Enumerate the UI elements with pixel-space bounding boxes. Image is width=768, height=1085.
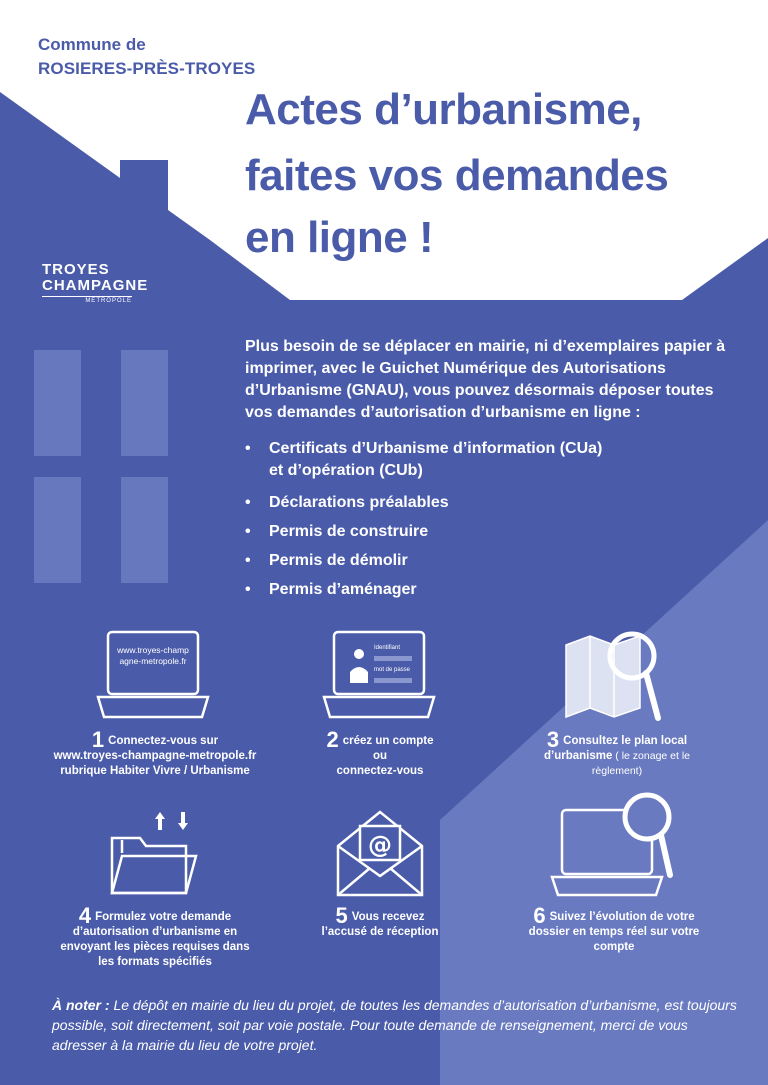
list-item — [245, 521, 725, 543]
step-4 — [50, 903, 260, 970]
page-title-line-1: Actes d’urbanisme, — [245, 85, 642, 134]
step-text: www.troyes-champagne-metropole.fr — [53, 750, 257, 762]
step-5 — [300, 903, 460, 940]
commune-name: ROSIERES-PRÈS-TROYES — [38, 59, 256, 78]
page-title-line-2: faites vos demandes — [245, 151, 669, 200]
step-1 — [40, 727, 270, 779]
commune-label: Commune de — [38, 35, 146, 54]
step-text: l’accusé de réception — [321, 926, 439, 938]
step-text: Suivez l’évolution de votre — [549, 911, 695, 923]
step-text: rubrique — [60, 765, 111, 777]
step-text: d’autorisation d’urbanisme en — [72, 926, 238, 938]
list-item-text: Certificats d’Urbanisme d’information (CUa) — [269, 440, 603, 457]
login-field-1 — [374, 656, 412, 661]
logo-line-1: TROYES — [42, 261, 110, 278]
step-number: 1 — [91, 727, 105, 752]
step-text: d’urbanisme — [543, 750, 613, 762]
list-item-text: Permis de construire — [269, 523, 429, 540]
page-title-line-3: en ligne ! — [245, 213, 434, 262]
step-number: 2 — [326, 727, 339, 752]
login-label-password: mot de passe — [374, 667, 411, 673]
step-text: règlement) — [591, 765, 643, 777]
list-item-text: Permis de démolir — [269, 552, 408, 569]
list-item — [245, 579, 725, 601]
window-bottom-right — [121, 477, 168, 583]
step-text: les formats spécifiés — [98, 956, 212, 968]
laptop-screen-url: www.troyes-champagne-metropole.fr — [117, 645, 189, 666]
step-text: Connectez-vous sur — [108, 735, 219, 747]
step-2 — [300, 727, 460, 779]
step-text: ou — [372, 750, 388, 762]
footer-note — [52, 995, 742, 1055]
list-item-text: Déclarations préalables — [269, 494, 449, 511]
note-label: À noter : — [52, 997, 110, 1013]
note-text: Le dépôt en mairie du lieu du projet, de toutes les demandes d’autorisation d’urbanisme, est toujours possible, soit directement, soit par voie postale. Pour toute demande de renseignement, merci de vous adresser à la mairie du lieu de votre projet. — [52, 997, 737, 1053]
window-top-right — [121, 350, 168, 456]
list-item-text: et d’opération (CUb) — [269, 462, 423, 479]
step-text: créez un compte — [342, 735, 434, 747]
at-sign-icon: @ — [368, 831, 392, 859]
step-6 — [514, 903, 714, 955]
request-types-list — [245, 438, 725, 608]
intro-paragraph: Plus besoin de se déplacer en mairie, ni d’exemplaires papier à imprimer, avec le Guichet Numérique des Autorisations d’Urbanisme (GNAU), vous pouvez désormais déposer toutes vos demandes d’autorisation d’urbanisme en ligne : — [245, 338, 726, 421]
step-text: envoyant les pièces requises dans — [60, 941, 250, 953]
list-item — [245, 550, 725, 572]
list-item — [245, 492, 725, 514]
step-3 — [522, 727, 712, 779]
step-text: Vous recevez — [351, 911, 425, 923]
window-bottom-left — [34, 477, 81, 583]
window-top-left — [34, 350, 81, 456]
login-field-2 — [374, 678, 412, 683]
step-text: Consultez le plan local — [563, 735, 688, 747]
logo-line-2: CHAMPAGNE — [42, 277, 149, 294]
step-number: 3 — [546, 727, 560, 752]
step-number: 5 — [335, 903, 348, 928]
step-text: compte — [593, 941, 635, 953]
login-label-id: Identifiant — [374, 645, 401, 651]
step-text: connectez-vous — [336, 765, 424, 777]
step-number: 4 — [78, 903, 92, 928]
step-text: ( le zonage et le — [612, 750, 691, 762]
step-text: Habiter Vivre / Urbanisme — [110, 765, 250, 777]
logo-line-3: MÉTROPOLE — [42, 296, 132, 304]
troyes-champagne-logo — [42, 262, 148, 304]
list-item — [245, 438, 725, 482]
step-text: dossier en temps réel sur votre — [528, 926, 700, 938]
step-number: 6 — [533, 903, 546, 928]
list-item-text: Permis d’aménager — [269, 581, 417, 598]
step-text: Formulez votre demande — [95, 911, 232, 923]
